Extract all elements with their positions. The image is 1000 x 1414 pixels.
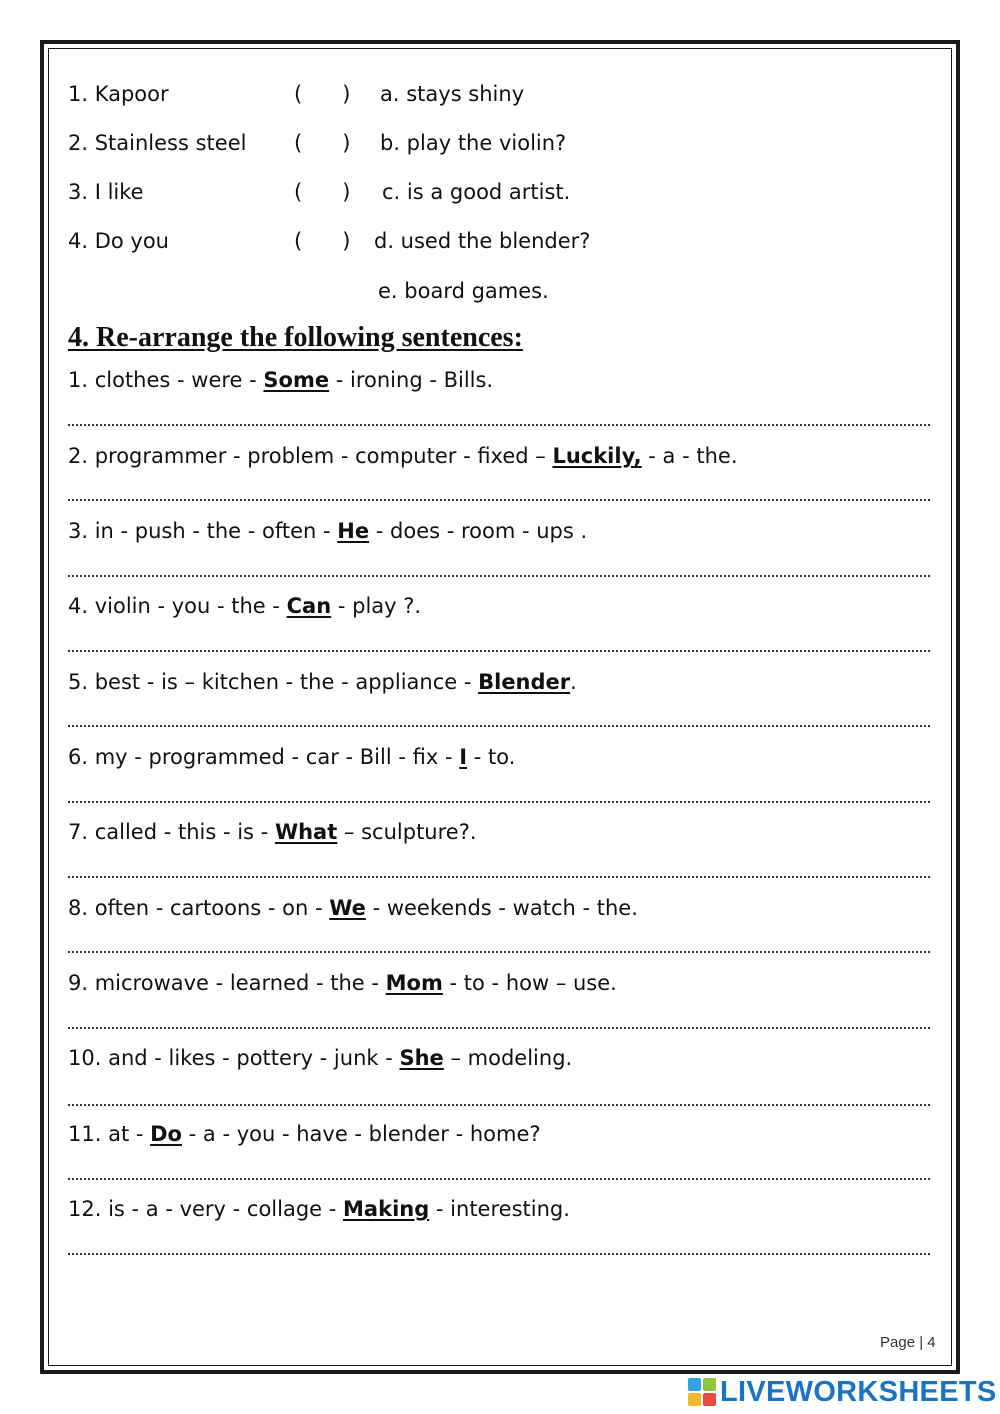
question-keyword: Luckily, (552, 444, 642, 468)
question (68, 896, 638, 920)
match-item: 4. Do you (68, 229, 169, 253)
match-row (68, 180, 948, 210)
match-row (68, 229, 948, 259)
match-option: b. play the violin? (380, 131, 567, 155)
question (68, 971, 617, 995)
question-words: 7. called - this - is - (68, 820, 275, 844)
question-words: 9. microwave - learned - the - (68, 971, 386, 995)
question-words: - weekends - watch - the. (365, 896, 638, 920)
question-keyword: I (459, 745, 468, 769)
question-keyword: Mom (385, 971, 443, 995)
match-item: 2. Stainless steel (68, 131, 247, 155)
answer-line[interactable] (68, 575, 930, 577)
question-words: - to. (467, 745, 516, 769)
question (68, 1197, 570, 1221)
match-option: e. board games. (378, 279, 549, 303)
brand-name: LIVEWORKSHEETS (720, 1375, 997, 1408)
answer-blank[interactable]: ( ) (294, 131, 351, 155)
brand-logo (688, 1376, 997, 1408)
question-words: 6. my - programmed - car - Bill - fix - (68, 745, 460, 769)
question-words: 1. clothes - were - (68, 368, 264, 392)
question-keyword: Can (286, 594, 332, 618)
question (68, 1122, 541, 1146)
match-option: a. stays shiny (380, 82, 525, 106)
answer-blank[interactable]: ( ) (294, 180, 351, 204)
question (68, 745, 515, 769)
question-words: – modeling. (443, 1046, 573, 1070)
question-keyword: She (399, 1046, 444, 1070)
match-row (68, 131, 948, 161)
question-words: 10. and - likes - pottery - junk - (68, 1046, 400, 1070)
question (68, 519, 587, 543)
answer-line[interactable] (68, 424, 930, 426)
question-words: – sculpture?. (337, 820, 477, 844)
match-option: d. used the blender? (374, 229, 591, 253)
answer-line[interactable] (68, 1253, 930, 1255)
question-keyword: What (274, 820, 338, 844)
question-words: - a - the. (641, 444, 738, 468)
answer-line[interactable] (68, 725, 930, 727)
match-row (68, 82, 948, 112)
answer-blank[interactable]: ( ) (294, 82, 351, 106)
question (68, 444, 738, 468)
question-words: 8. often - cartoons - on - (68, 896, 330, 920)
question (68, 1046, 572, 1070)
question-keyword: Blender (478, 670, 571, 694)
question-words: 12. is - a - very - collage - (68, 1197, 344, 1221)
answer-blank[interactable]: ( ) (294, 229, 351, 253)
page-number: Page | 4 (880, 1334, 936, 1351)
answer-line[interactable] (68, 1027, 930, 1029)
question-keyword: We (329, 896, 366, 920)
answer-line[interactable] (68, 876, 930, 878)
question-words: 3. in - push - the - often - (68, 519, 338, 543)
answer-line[interactable] (68, 1104, 930, 1106)
question (68, 594, 421, 618)
answer-line[interactable] (68, 499, 930, 501)
answer-line[interactable] (68, 650, 930, 652)
match-row (68, 279, 948, 309)
question (68, 368, 493, 392)
answer-line[interactable] (68, 801, 930, 803)
answer-line[interactable] (68, 1178, 930, 1180)
match-item: 1. Kapoor (68, 82, 169, 106)
question-words: 4. violin - you - the - (68, 594, 287, 618)
question (68, 820, 477, 844)
question-words: - to - how – use. (442, 971, 617, 995)
question-keyword: He (337, 519, 370, 543)
question-words: - ironing - Bills. (329, 368, 494, 392)
section-heading: 4. Re-arrange the following sentences: (68, 322, 523, 353)
match-option: c. is a good artist. (382, 180, 571, 204)
question-keyword: Some (263, 368, 330, 392)
liveworksheets-logo-icon (688, 1378, 716, 1406)
question-words: - play ?. (331, 594, 422, 618)
question-words: 2. programmer - problem - computer - fixed – (68, 444, 553, 468)
question-words: . (570, 670, 577, 694)
match-item: 3. I like (68, 180, 144, 204)
question-keyword: Making (343, 1197, 430, 1221)
question (68, 670, 577, 694)
question-words: - a - you - have - blender - home? (181, 1122, 541, 1146)
answer-line[interactable] (68, 951, 930, 953)
question-keyword: Do (150, 1122, 182, 1146)
question-words: - does - room - ups . (369, 519, 588, 543)
question-words: 11. at - (68, 1122, 151, 1146)
question-words: 5. best - is – kitchen - the - appliance - (68, 670, 479, 694)
question-words: - interesting. (429, 1197, 570, 1221)
